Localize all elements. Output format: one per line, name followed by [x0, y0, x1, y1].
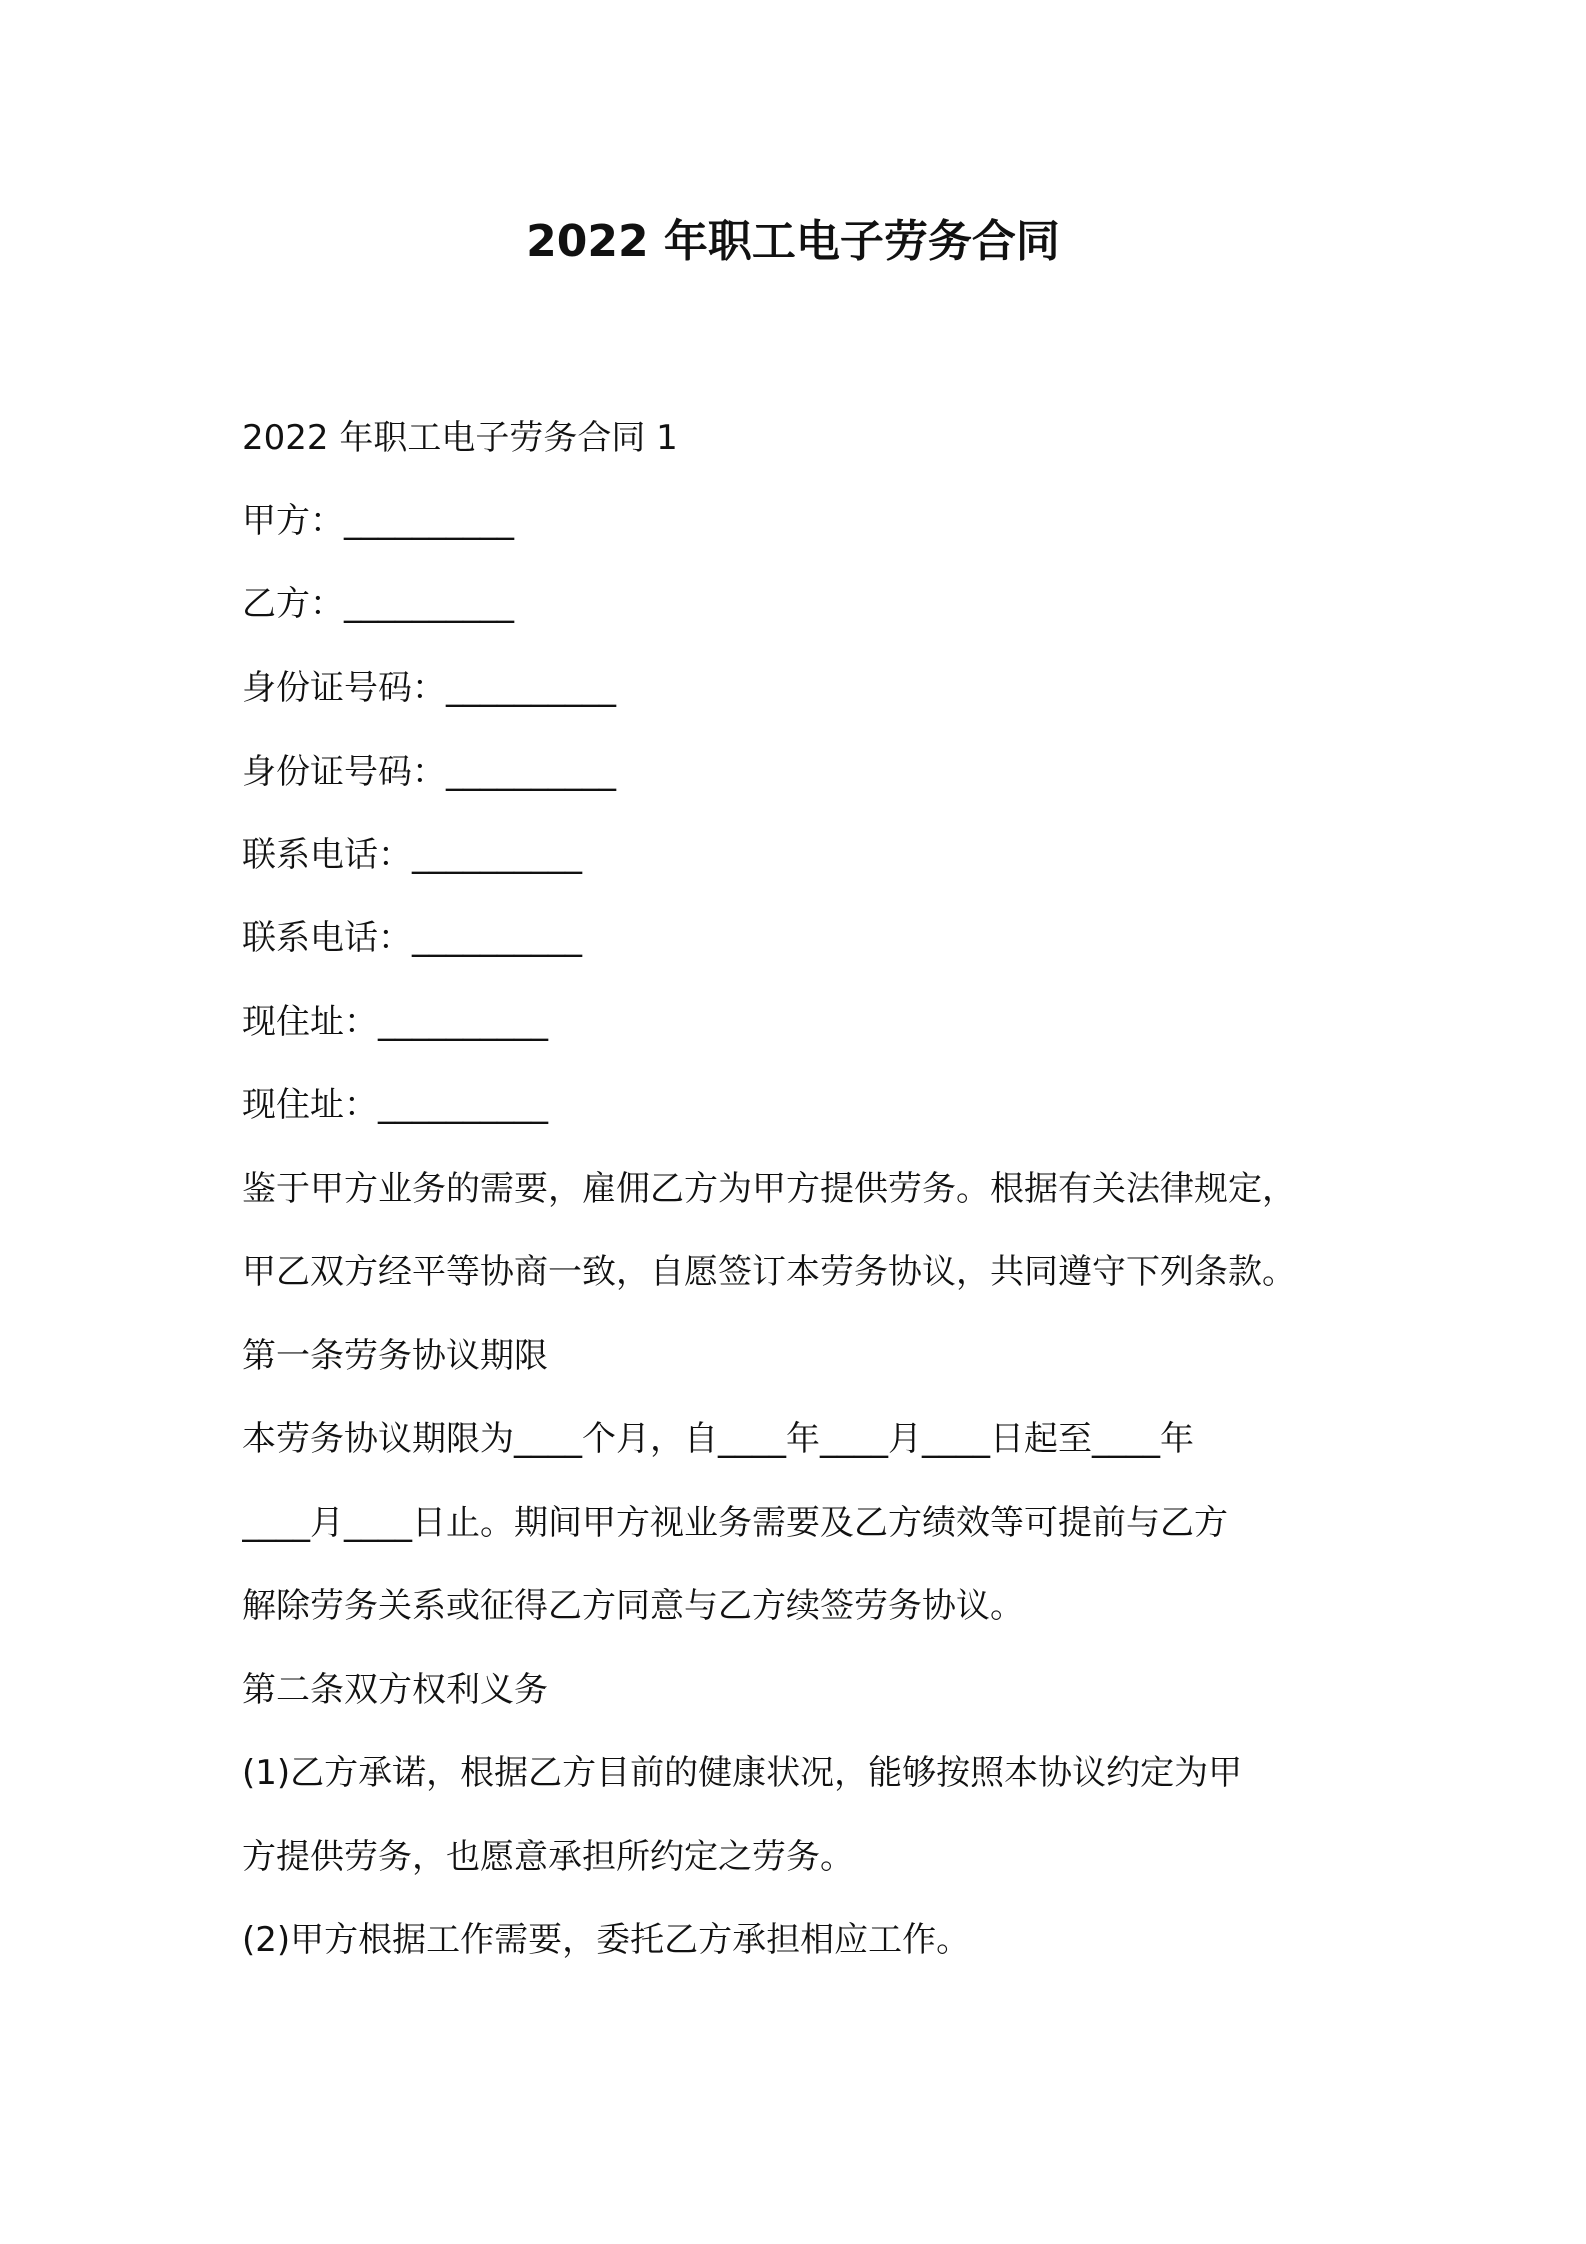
- address-field: 现住址：__________: [242, 1085, 548, 1125]
- phone-field: 联系电话：__________: [242, 918, 582, 958]
- document-title: 2022 年职工电子劳务合同: [526, 216, 1060, 267]
- party-a-field: 甲方：__________: [242, 501, 514, 541]
- article-2-item-2: (2)甲方根据工作需要，委托乙方承担相应工作。: [242, 1920, 971, 1960]
- contract-subtitle: 2022 年职工电子劳务合同 1: [242, 418, 678, 458]
- article-2-item-1: 方提供劳务，也愿意承担所约定之劳务。: [242, 1837, 854, 1877]
- phone-field: 联系电话：__________: [242, 835, 582, 875]
- article-2-heading: 第二条双方权利义务: [242, 1670, 548, 1710]
- party-b-field: 乙方：__________: [242, 584, 514, 624]
- preamble-line: 甲乙双方经平等协商一致，自愿签订本劳务协议，共同遵守下列条款。: [242, 1252, 1296, 1292]
- preamble-line: 鉴于甲方业务的需要，雇佣乙方为甲方提供劳务。根据有关法律规定，: [242, 1169, 1296, 1209]
- article-1-text: 本劳务协议期限为____个月，自____年____月____日起至____年: [242, 1419, 1194, 1459]
- address-field: 现住址：__________: [242, 1002, 548, 1042]
- article-2-item-1: (1)乙方承诺，根据乙方目前的健康状况，能够按照本协议约定为甲: [242, 1753, 1243, 1793]
- article-1-text: 解除劳务关系或征得乙方同意与乙方续签劳务协议。: [242, 1586, 1024, 1626]
- id-number-field: 身份证号码：__________: [242, 752, 616, 792]
- article-1-text: ____月____日止。期间甲方视业务需要及乙方绩效等可提前与乙方: [242, 1503, 1228, 1543]
- id-number-field: 身份证号码：__________: [242, 668, 616, 708]
- article-1-heading: 第一条劳务协议期限: [242, 1336, 548, 1376]
